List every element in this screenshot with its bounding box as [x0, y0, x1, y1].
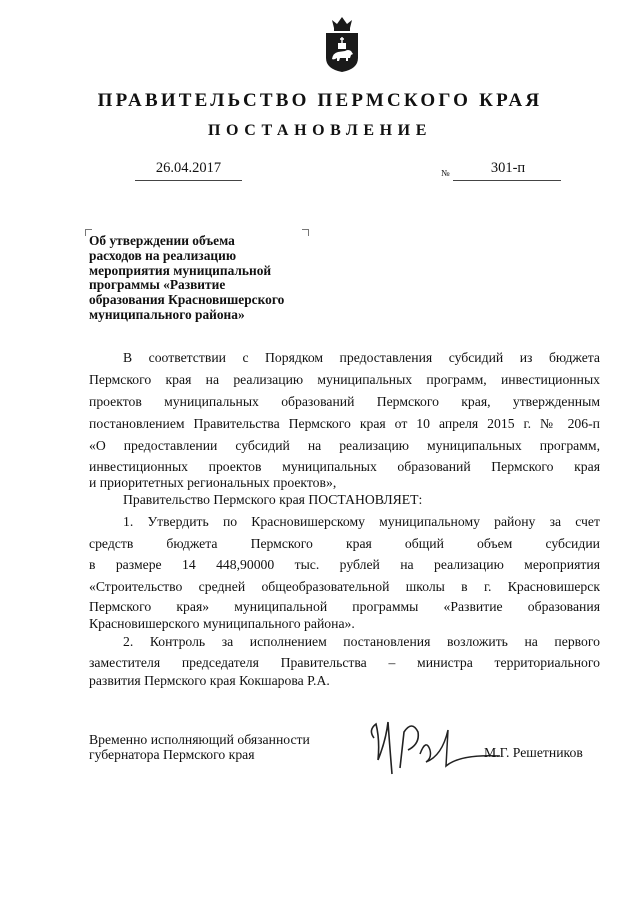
subject-line: программы «Развитие — [89, 277, 226, 293]
document-subject — [89, 234, 329, 323]
organization-title: ПРАВИТЕЛЬСТВО ПЕРМСКОГО КРАЯ — [97, 90, 543, 111]
body-line: «Строительство средней общеобразовательной школы в г. Красновишерск — [89, 579, 600, 594]
body-line: Пермского края на реализацию муниципальных программ, инвестиционных — [89, 372, 600, 387]
signatory-position-line: Временно исполняющий обязанности — [89, 732, 310, 747]
date-underline — [135, 180, 242, 181]
handwritten-signature — [360, 710, 500, 780]
subject-line: Об утверждении объема — [89, 233, 235, 248]
body-line: заместителя председателя Правительства – министра территориального — [89, 655, 600, 670]
body-line: Правительство Пермского края ПОСТАНОВЛЯЕТ: — [123, 492, 423, 507]
body-line: В соответствии с Порядком предоставления субсидий из бюджета — [123, 350, 600, 365]
signatory-position-line: губернатора Пермского края — [89, 747, 255, 762]
document-date: 26.04.2017 — [155, 160, 222, 176]
body-line: развития Пермского края Кокшарова Р.А. — [89, 673, 330, 688]
signatory-position — [89, 732, 310, 762]
body-line: и приоритетных региональных проектов», — [89, 475, 337, 490]
subject-line: образования Красновишерского — [89, 292, 285, 308]
number-sign: № — [441, 168, 450, 178]
body-line: Пермского края» муниципальной программы «Развитие образования — [89, 599, 600, 614]
subject-line: муниципального района» — [89, 306, 245, 322]
subject-line: расходов на реализацию — [89, 247, 237, 263]
body-line: 2. Контроль за исполнением постановления возложить на первого — [123, 634, 600, 649]
coat-of-arms-icon — [322, 14, 362, 74]
body-line: 1. Утвердить по Красновишерскому муниципальному району за счет — [123, 514, 600, 529]
date-field — [135, 160, 242, 184]
number-underline — [453, 180, 561, 181]
body-line: Красновишерского муниципального района». — [89, 616, 355, 631]
document-type: ПОСТАНОВЛЕНИЕ — [208, 122, 432, 139]
number-field — [441, 160, 561, 184]
subject-line: мероприятия муниципальной — [89, 262, 272, 278]
document-number: 301-п — [490, 160, 526, 176]
body-line: проектов муниципальных образований Пермского края, утвержденным — [89, 394, 600, 409]
body-line: средств бюджета Пермского края общий объем субсидии — [89, 536, 600, 551]
body-line: постановлением Правительства Пермского края от 10 апреля 2015 г. № 206-п — [89, 416, 600, 431]
body-line: инвестиционных проектов муниципальных образований Пермского края — [89, 459, 600, 474]
body-line: «О предоставлении субсидий на реализацию муниципальных программ, — [89, 438, 600, 453]
body-line: в размере 14 448,90000 тыс. рублей на реализацию мероприятия — [89, 557, 600, 572]
signatory-name: М.Г. Решетников — [484, 745, 583, 760]
